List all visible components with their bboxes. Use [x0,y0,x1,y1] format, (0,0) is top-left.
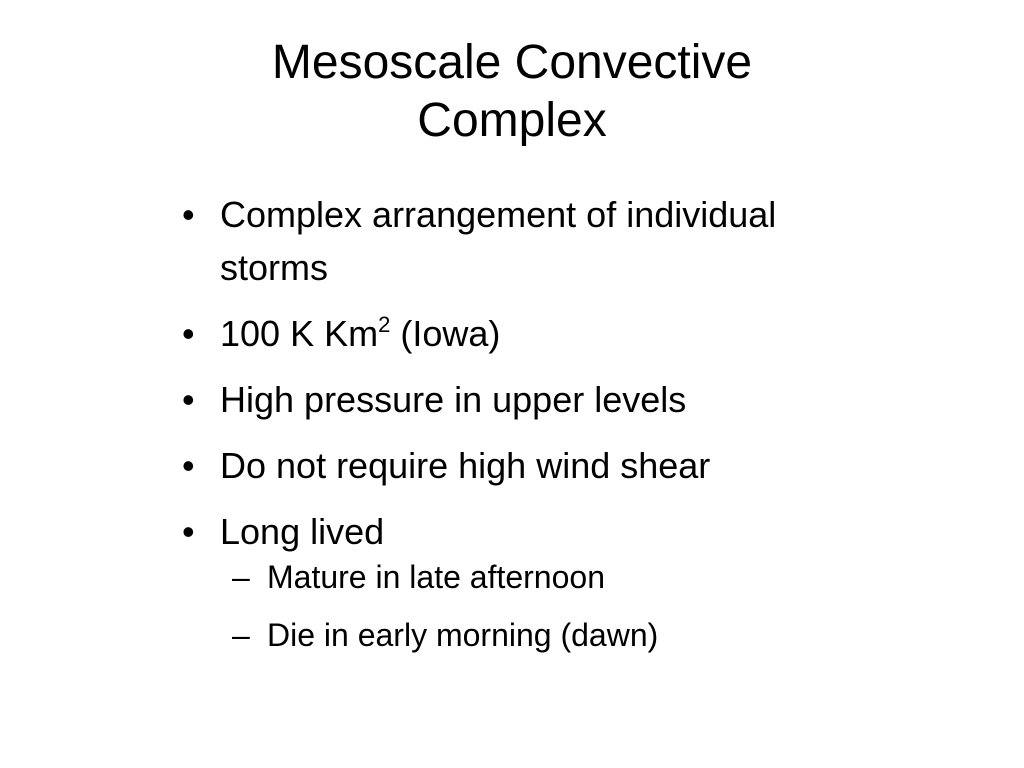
bullet-text-main: 100 K Km [220,313,379,354]
sub-bullet-marker: – [232,617,250,653]
bullet-text: Do not require high wind shear [220,445,711,486]
slide-title [112,34,912,150]
bullet-item [182,188,882,294]
bullet-item [182,505,882,558]
bullet-marker: • [182,445,195,486]
sub-bullet-item [182,616,882,654]
bullet-marker: • [182,511,195,552]
bullet-text-tail: (Iowa) [390,313,501,354]
sub-bullet-text: Die in early morning (dawn) [267,617,659,653]
bullet-text: Long lived [220,511,385,552]
bullet-text: Complex arrangement of individual storms [220,194,777,288]
sub-bullet-item [182,558,882,596]
sub-bullet-marker: – [232,559,250,595]
bullet-marker: • [182,379,195,420]
bullet-item [182,373,882,426]
superscript: 2 [378,312,391,337]
sub-bullet-text: Mature in late afternoon [267,559,605,595]
bullet-marker: • [182,313,195,354]
bullet-text: High pressure in upper levels [220,379,687,420]
bullet-marker: • [182,194,195,235]
bullet-text [220,313,500,354]
slide-title-line-1: Mesoscale Convective [271,36,753,89]
bullet-item [182,307,882,360]
bullet-list [182,188,882,674]
bullet-item [182,439,882,492]
slide-title-line-2: Complex [417,94,607,147]
